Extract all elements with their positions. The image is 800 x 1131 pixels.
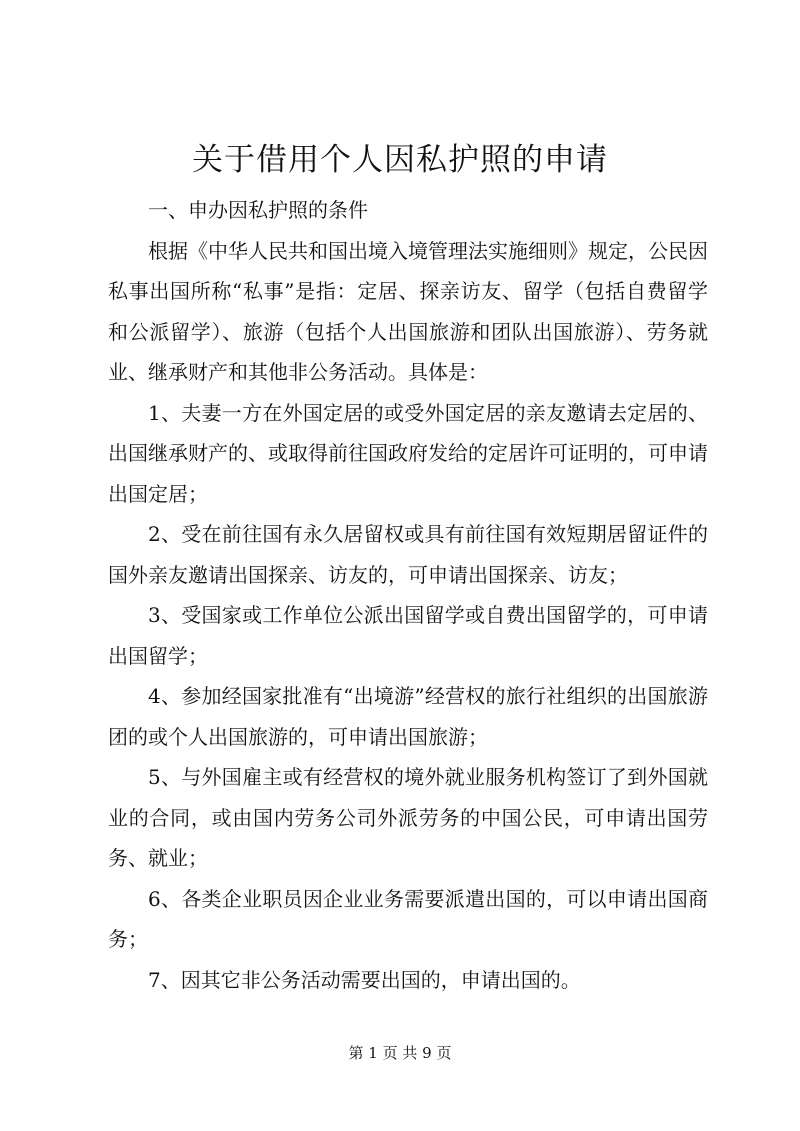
paragraph-item-1: 1、夫妻一方在外国定居的或受外国定居的亲友邀请去定居的、出国继承财产的、或取得前往国政府发给的定居许可证明的，可申请出国定居； bbox=[108, 400, 708, 506]
document-title: 关于借用个人因私护照的申请 bbox=[192, 142, 608, 178]
page-number-footer: 第 1 页 共 9 页 bbox=[348, 1044, 452, 1062]
paragraph-intro: 根据《中华人民共和国出境入境管理法实施细则》规定，公民因私事出国所称“私事”是指：定居、探亲访友、留学（包括自费留学和公派留学）、旅游（包括个人出国旅游和团队出国旅游）、劳务就业、继承财产和其他非公务活动。具体是： bbox=[108, 238, 708, 384]
paragraph-item-3: 3、受国家或工作单位公派出国留学或自费出国留学的，可申请出国留学； bbox=[108, 603, 708, 668]
paragraph-item-6: 6、各类企业职员因企业业务需要派遣出国的，可以申请出国商务； bbox=[108, 886, 708, 951]
paragraph-item-4: 4、参加经国家批准有“出境游”经营权的旅行社组织的出国旅游团的或个人出国旅游的，可申请出国旅游； bbox=[108, 684, 708, 749]
document-body bbox=[108, 190, 708, 1000]
paragraph-item-5: 5、与外国雇主或有经营权的境外就业服务机构签订了到外国就业的合同，或由国内劳务公司外派劳务的中国公民，可申请出国劳务、就业； bbox=[108, 765, 708, 870]
paragraph-item-7: 7、因其它非公务活动需要出国的，申请出国的。 bbox=[148, 967, 581, 992]
paragraph-item-2: 2、受在前往国有永久居留权或具有前往国有效短期居留证件的国外亲友邀请出国探亲、访友的，可申请出国探亲、访友； bbox=[108, 522, 708, 587]
section-heading: 一、申办因私护照的条件 bbox=[148, 198, 368, 222]
